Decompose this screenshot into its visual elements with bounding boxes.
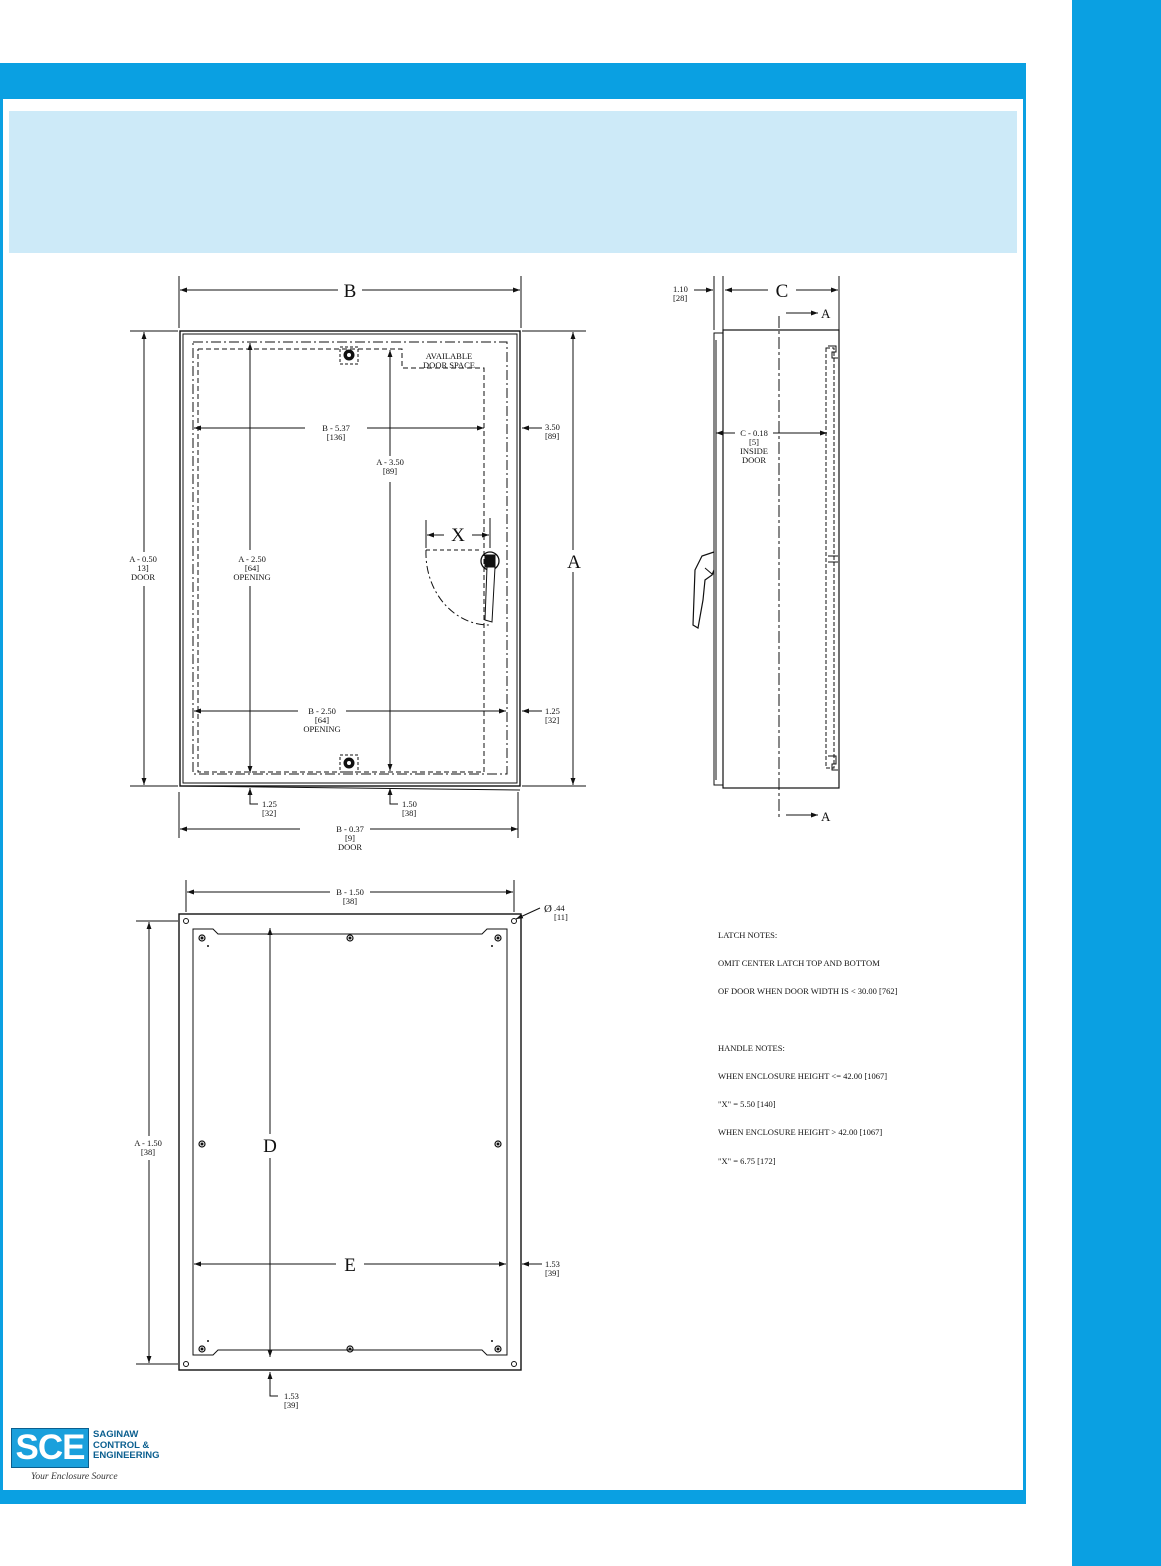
handle-x-label: X	[451, 525, 465, 546]
dim-bottom-mid-line1: 1.50	[402, 799, 417, 809]
dim-a-opening-line2: [64]	[244, 563, 260, 573]
dim-b-inner-line1: B - 5.37	[322, 423, 350, 433]
side-view	[693, 276, 839, 818]
dim-right-bottom-line2: [32]	[545, 715, 560, 725]
note-line	[718, 1015, 897, 1024]
logo-tagline: Your Enclosure Source	[31, 1472, 118, 1482]
available-door-space-line2: DOOR SPACE	[423, 360, 475, 370]
note-line: HANDLE NOTES:	[718, 1042, 785, 1053]
note-line: "X" = 5.50 [140]	[718, 1099, 776, 1110]
dim-a-door-line2: 13]	[137, 563, 149, 573]
dim-a-opening-line1: A - 2.50	[238, 554, 266, 564]
dim-panel-right-line2: [39]	[545, 1268, 560, 1278]
note-line: OF DOOR WHEN DOOR WIDTH IS < 30.00 [762]	[718, 986, 898, 997]
note-line: "X" = 6.75 [172]	[718, 1155, 776, 1166]
dim-a-inner-line2: [89]	[382, 466, 398, 476]
dim-panel-right-line1: 1.53	[545, 1259, 560, 1269]
dim-d-label: D	[263, 1136, 277, 1157]
dim-bottom-left-line2: [32]	[262, 808, 277, 818]
logo-name-line: ENGINEERING	[93, 1450, 160, 1461]
dim-panel-width-line2: [38]	[342, 896, 358, 906]
latch-handle-notes	[718, 912, 897, 1175]
dim-panel-width-line1: B - 1.50	[336, 887, 364, 897]
logo-mark: SCE	[11, 1428, 89, 1468]
dim-a-label: A	[567, 552, 581, 573]
panel-view	[136, 880, 542, 1396]
dim-inside-door-line2: [5]	[749, 437, 759, 447]
diameter-icon: Ø	[544, 903, 552, 915]
section-top-label: A	[821, 306, 831, 321]
dim-right-top-line2: [89]	[545, 431, 560, 441]
dim-inside-door-line4: DOOR	[741, 455, 767, 465]
dim-right-bottom-line1: 1.25	[545, 706, 560, 716]
note-line: WHEN ENCLOSURE HEIGHT <= 42.00 [1067]	[718, 1070, 888, 1081]
sce-logo	[11, 1428, 161, 1488]
dim-b-opening-line1: B - 2.50	[308, 706, 336, 716]
dim-b-door-line3: DOOR	[337, 842, 363, 852]
note-line: WHEN ENCLOSURE HEIGHT > 42.00 [1067]	[718, 1127, 883, 1138]
dim-side-left-line2: [28]	[673, 293, 688, 303]
dim-a-opening-line3: OPENING	[233, 572, 271, 582]
note-line: LATCH NOTES:	[718, 929, 778, 940]
dim-b-opening-line2: [64]	[314, 715, 330, 725]
dim-bottom-left-line1: 1.25	[262, 799, 277, 809]
dim-hole-line1: .44	[554, 903, 565, 913]
front-view	[130, 276, 586, 838]
dim-a-inner-line1: A - 3.50	[376, 457, 404, 467]
dim-panel-bottom-line2: [39]	[284, 1400, 299, 1410]
dim-a-door-line3: DOOR	[130, 572, 156, 582]
dim-hole-line2: [11]	[554, 912, 568, 922]
dim-panel-bottom-line1: 1.53	[284, 1391, 299, 1401]
dim-panel-height-line2: [38]	[140, 1147, 156, 1157]
dim-inside-door-line3: INSIDE	[740, 446, 768, 456]
dim-b-label: B	[343, 281, 357, 302]
logo-company-name	[93, 1430, 163, 1462]
dim-bottom-mid-line2: [38]	[402, 808, 417, 818]
note-line: OMIT CENTER LATCH TOP AND BOTTOM	[718, 958, 880, 969]
dim-b-opening-line3: OPENING	[303, 724, 341, 734]
dim-b-inner-line2: [136]	[326, 432, 346, 442]
dim-panel-height-line1: A - 1.50	[134, 1138, 162, 1148]
dim-inside-door-line1: C - 0.18	[740, 428, 768, 438]
logo-name-line: CONTROL &	[93, 1439, 150, 1451]
dim-c-label: C	[775, 281, 789, 302]
dim-a-door-line1: A - 0.50	[129, 554, 157, 564]
dim-b-door-line2: [9]	[345, 833, 355, 843]
dim-right-top-line1: 3.50	[545, 422, 560, 432]
logo-name-line: SAGINAW	[93, 1429, 139, 1440]
dim-side-left-line1: 1.10	[673, 284, 688, 294]
dim-e-label: E	[344, 1255, 356, 1276]
dim-b-door-line1: B - 0.37	[336, 824, 364, 834]
available-door-space-line1: AVAILABLE	[425, 351, 473, 361]
section-bottom-label: A	[821, 809, 831, 824]
